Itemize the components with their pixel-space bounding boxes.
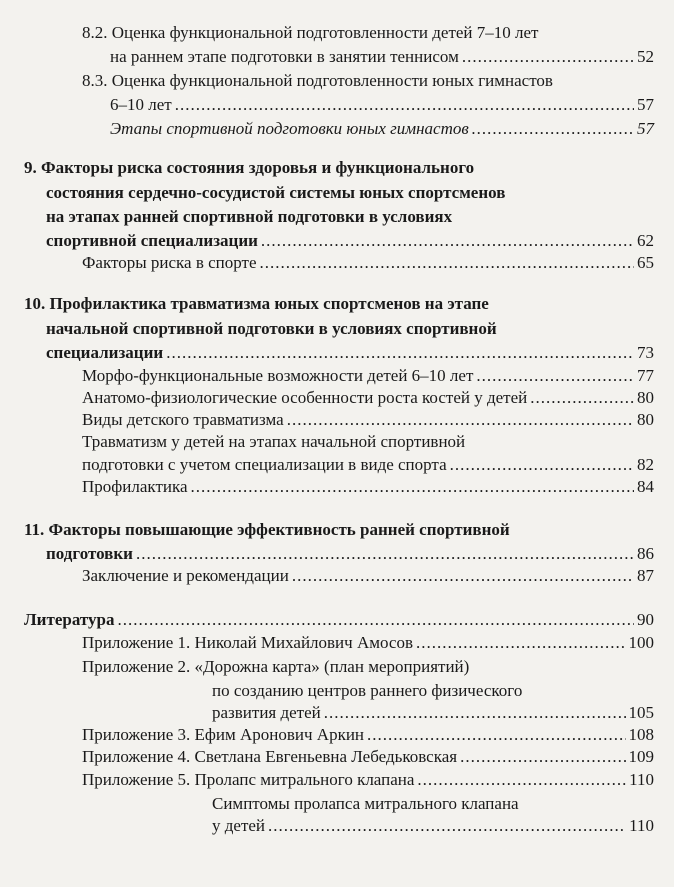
toc-appendix-2	[212, 702, 654, 724]
toc-item-title: Анатомо-физиологические особенности роста костей у детей	[82, 388, 528, 407]
toc-appendix-2-line2: по созданию центров раннего физического	[212, 681, 523, 700]
toc-item-title: Факторы риска в спорте	[82, 253, 257, 272]
toc-item-number: 8.3.	[82, 71, 108, 90]
toc-chapter-10-sub4-line1: Травматизм у детей на этапах начальной спортивной	[82, 432, 466, 451]
toc-page-number: 52	[637, 47, 654, 66]
toc-page-number: 80	[637, 388, 654, 407]
toc-leader	[175, 94, 634, 116]
toc-chapter-10-sub3	[82, 409, 654, 431]
toc-appendix-2-line1: Приложение 2. «Дорожна карта» (план мероприятий)	[82, 657, 470, 676]
toc-chapter-10-sub4	[82, 454, 654, 476]
toc-item-title: Приложение 3. Ефим Аронович Аркин	[82, 725, 365, 744]
toc-item-title: Приложение 1. Николай Михайлович Амосов	[82, 633, 413, 652]
toc-item-8-2	[110, 46, 654, 68]
toc-page-number: 65	[637, 253, 654, 272]
toc-item-title: 6–10 лет	[110, 95, 172, 114]
toc-leader	[260, 252, 635, 274]
toc-item-title: Оценка функциональной подготовленности детей 7–10 лет	[111, 23, 539, 42]
toc-chapter-11-line1: 11. Факторы повышающие эффективность ранней спортивной	[24, 520, 510, 539]
toc-leader	[117, 609, 634, 631]
toc-item-title: развития детей	[212, 703, 321, 722]
toc-appendix-5	[82, 769, 654, 791]
toc-item-title: Приложение 5. Пролапс митрального клапана	[82, 770, 415, 789]
toc-chapter-title: подготовки	[46, 544, 133, 563]
toc-appendix-5-sub	[212, 815, 654, 837]
toc-item-title: Оценка функциональной подготовленности юных гимнастов	[111, 71, 553, 90]
toc-leader	[476, 365, 634, 387]
toc-chapter-9-line1: 9. Факторы риска состояния здоровья и функционального	[24, 158, 475, 177]
toc-chapter-title: специализации	[46, 343, 164, 362]
toc-leader	[367, 724, 625, 746]
toc-chapter-10	[46, 342, 654, 364]
toc-leader	[530, 387, 634, 409]
toc-leader	[472, 118, 634, 140]
toc-leader	[450, 454, 634, 476]
toc-page-number: 90	[637, 610, 654, 629]
toc-leader	[268, 815, 626, 837]
toc-page-number: 62	[637, 231, 654, 250]
toc-page-number: 86	[637, 544, 654, 563]
toc-item-title: Морфо-функциональные возможности детей 6–10 лет	[82, 366, 474, 385]
toc-page-number: 77	[637, 366, 654, 385]
toc-appendix-4	[82, 746, 654, 768]
toc-page-number: 100	[628, 633, 654, 652]
toc-chapter-10-line1: 10. Профилактика травматизма юных спортсменов на этапе	[24, 294, 489, 313]
toc-appendix-3	[82, 724, 654, 746]
toc-item-8-3-sub	[110, 118, 654, 140]
toc-item-8-2-line1	[82, 22, 538, 44]
toc-leader	[416, 632, 626, 654]
toc-leader	[324, 702, 626, 724]
toc-item-title: Виды детского травматизма	[82, 410, 284, 429]
toc-chapter-9	[46, 230, 654, 252]
toc-leader	[460, 746, 625, 768]
toc-item-title: на раннем этапе подготовки в занятии теннисом	[110, 47, 459, 66]
toc-chapter-11-sub1	[82, 565, 654, 587]
toc-item-number: 8.2.	[82, 23, 108, 42]
toc-leader	[136, 543, 634, 565]
toc-page-number: 57	[637, 119, 654, 138]
toc-page-number: 110	[629, 770, 654, 789]
toc-leader	[462, 46, 634, 68]
toc-page-number: 57	[637, 95, 654, 114]
toc-item-title: у детей	[212, 816, 266, 835]
toc-chapter-9-line3: на этапах ранней спортивной подготовки в условиях	[46, 207, 453, 226]
toc-leader	[417, 769, 626, 791]
toc-page-number: 87	[637, 566, 654, 585]
toc-page-number: 80	[637, 410, 654, 429]
toc-chapter-10-line2: начальной спортивной подготовки в условиях спортивной	[46, 319, 497, 338]
toc-leader	[191, 476, 634, 498]
toc-chapter-10-sub5	[82, 476, 654, 498]
toc-chapter-title: спортивной специализации	[46, 231, 258, 250]
toc-leader	[287, 409, 634, 431]
toc-leader	[261, 230, 634, 252]
toc-leader	[292, 565, 634, 587]
toc-chapter-9-sub1	[82, 252, 654, 274]
toc-chapter-10-sub2	[82, 387, 654, 409]
toc-item-title: Приложение 4. Светлана Евгеньевна Лебедьковская	[82, 747, 458, 766]
toc-item-title: Заключение и рекомендации	[82, 566, 289, 585]
toc-page-number: 73	[637, 343, 654, 362]
toc-item-title: подготовки с учетом специализации в виде спорта	[82, 455, 447, 474]
toc-page-number: 108	[628, 725, 654, 744]
toc-item-8-3-line1	[82, 70, 553, 92]
toc-chapter-9-line2: состояния сердечно-сосудистой системы юных спортсменов	[46, 183, 506, 202]
toc-page-number: 109	[628, 747, 654, 766]
toc-item-8-3	[110, 94, 654, 116]
toc-page-number: 105	[628, 703, 654, 722]
toc-chapter-11	[46, 543, 654, 565]
toc-appendix-5-sub-line1: Симптомы пролапса митрального клапана	[212, 794, 519, 813]
toc-chapter-title: Литература	[24, 610, 115, 629]
toc-literature	[24, 609, 654, 631]
toc-page-number: 82	[637, 455, 654, 474]
toc-appendix-1	[82, 632, 654, 654]
toc-page-number: 84	[637, 477, 654, 496]
toc-item-title: Этапы спортивной подготовки юных гимнастов	[110, 119, 469, 138]
toc-leader	[166, 342, 634, 364]
toc-item-title: Профилактика	[82, 477, 188, 496]
toc-chapter-10-sub1	[82, 365, 654, 387]
toc-page-number: 110	[629, 816, 654, 835]
